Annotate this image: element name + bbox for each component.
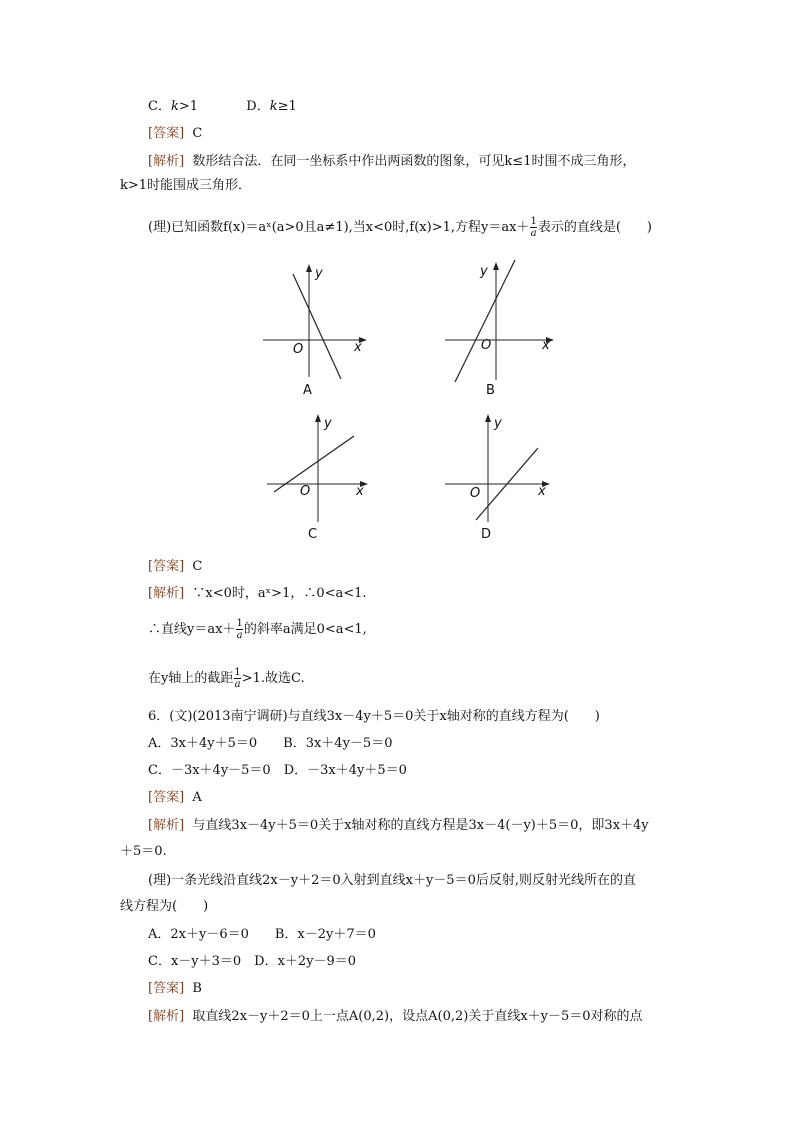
q6-analysis [148, 817, 649, 835]
option-d-label: D． [246, 99, 270, 114]
axis-x-label: x [354, 340, 362, 355]
q5-analysis-cont: k>1时能围成三角形． [120, 178, 252, 193]
q5-analysis [148, 153, 635, 171]
axis-y-label: y [324, 416, 332, 431]
stem-text-end: 表示的直线是( ) [537, 220, 652, 235]
stem-text: (理)已知函数f(x)＝aˣ(a>0且a≠1),当x<0时,f(x)>1,方程y＝ax＋ [148, 220, 530, 235]
origin-label: O [293, 342, 304, 357]
graph-d-label: D [481, 527, 492, 542]
answer-value: C [192, 559, 203, 574]
axis-y-label: y [315, 266, 323, 281]
answer-tag: [答案] [148, 981, 185, 996]
q6li-analysis [148, 1008, 643, 1026]
graph-a [255, 262, 375, 382]
analysis-tag: [解析] [148, 586, 185, 601]
axis-y-label: y [494, 416, 502, 431]
q6li-stem: (理)一条光线沿直线2x－y＋2＝0入射到直线x＋y－5＝0后反射,则反射光线所在的直 [148, 873, 636, 888]
option-d-text: ≥1 [277, 99, 297, 114]
graph-c-label: C [308, 527, 318, 542]
q5li-analysis-line2: ∴直线y＝ax＋ $\frac{1}{a}$ 的斜率a满足0<a<1, [148, 618, 367, 641]
graph-b [440, 258, 565, 383]
origin-label: O [470, 486, 481, 501]
q5-answer [148, 125, 202, 143]
q6li-stem-cont: 线方程为( ) [120, 899, 209, 914]
q5li-answer [148, 558, 202, 576]
q5li-analysis-line3: 在y轴上的截距 $\frac{1}{a}$ >1.故选C. [148, 667, 305, 690]
graph-c [262, 410, 377, 525]
analysis-tag: [解析] [148, 154, 185, 169]
option-c-label: C． [148, 99, 171, 114]
answer-tag: [答案] [148, 559, 185, 574]
answer-tag: [答案] [148, 790, 185, 805]
analysis-text: ∵x<0时，aˣ>1，∴0<a<1. [192, 586, 367, 601]
graph-b-label: B [486, 383, 495, 398]
q6-stem: 6．(文)(2013南宁调研)与直线3x－4y＋5＝0关于x轴对称的直线方程为( ) [148, 709, 600, 724]
answer-value: B [192, 981, 202, 996]
axis-x-label: x [538, 484, 546, 499]
origin-label: O [481, 338, 492, 353]
q6-options-ab: A．3x＋4y＋5＝0 B．3x＋4y－5＝0 [148, 736, 393, 751]
fraction: $\frac{1}{a}$ [530, 216, 537, 239]
analysis-text: 与直线3x－4y＋5＝0关于x轴对称的直线方程是3x－4(－y)＋5＝0，即3x＋4y [192, 818, 649, 833]
q5li-stem [148, 216, 652, 239]
graph-a-label: A [303, 383, 312, 398]
axis-x-label: x [542, 338, 550, 353]
q6li-answer [148, 980, 202, 998]
q5li-analysis [148, 585, 367, 603]
q6-options-cd: C．－3x＋4y－5＝0 D．－3x＋4y＋5＝0 [148, 763, 407, 778]
option-c-text: >1 [178, 99, 199, 114]
axis-x-label: x [356, 484, 364, 499]
graph-d [440, 410, 560, 525]
q6-analysis-cont: ＋5＝0. [120, 844, 167, 859]
analysis-tag: [解析] [148, 818, 185, 833]
q5-options [148, 98, 297, 116]
axis-y-label: y [480, 264, 488, 279]
option-d-var: k [269, 99, 278, 114]
option-c-var: k [170, 99, 179, 114]
analysis-text: 取直线2x－y＋2＝0上一点A(0,2)，设点A(0,2)关于直线x＋y－5＝0对称的点 [192, 1009, 643, 1024]
analysis-tag: [解析] [148, 1009, 185, 1024]
answer-tag: [答案] [148, 126, 185, 141]
answer-value: C [192, 126, 203, 141]
origin-label: O [300, 484, 311, 499]
q6li-options-cd: C．x－y＋3＝0 D．x＋2y－9＝0 [148, 954, 357, 969]
q6li-options-ab: A．2x＋y－6＝0 B．x－2y＋7＝0 [148, 927, 376, 942]
q6-answer [148, 789, 202, 807]
analysis-text: 数形结合法．在同一坐标系中作出两函数的图象，可见k≤1时围不成三角形， [192, 154, 636, 169]
answer-value: A [192, 790, 202, 805]
